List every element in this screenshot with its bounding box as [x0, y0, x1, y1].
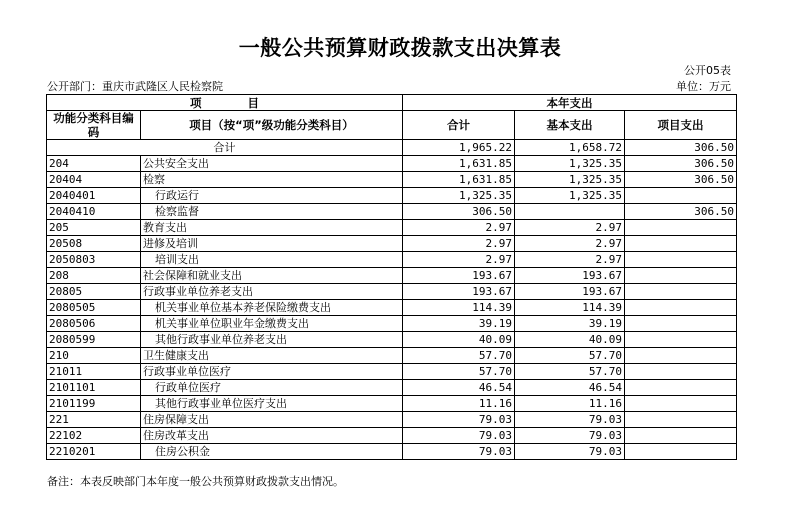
header-total: 合计	[403, 111, 515, 140]
row-code: 2101199	[47, 396, 141, 412]
row-code: 2101101	[47, 380, 141, 396]
table-number: 公开05表	[684, 64, 731, 77]
row-name: 机关事业单位基本养老保险缴费支出	[141, 300, 403, 316]
table-row	[47, 204, 737, 220]
row-name: 行政单位医疗	[141, 380, 403, 396]
row-name: 社会保障和就业支出	[141, 268, 403, 284]
row-code: 221	[47, 412, 141, 428]
row-basic: 2.97	[515, 236, 625, 252]
row-basic: 2.97	[515, 252, 625, 268]
row-total: 11.16	[403, 396, 515, 412]
row-name: 其他行政事业单位养老支出	[141, 332, 403, 348]
row-total: 1,631.85	[403, 172, 515, 188]
row-total: 46.54	[403, 380, 515, 396]
total-label: 合计	[47, 140, 403, 156]
row-total: 79.03	[403, 412, 515, 428]
total-project: 306.50	[625, 140, 737, 156]
header-name: 项目（按“项”级功能分类科目）	[141, 111, 403, 140]
row-name: 公共安全支出	[141, 156, 403, 172]
header-code: 功能分类科目编码	[47, 111, 141, 140]
header-current-year: 本年支出	[403, 95, 737, 111]
row-name: 行政事业单位养老支出	[141, 284, 403, 300]
row-basic: 193.67	[515, 268, 625, 284]
row-total: 2.97	[403, 236, 515, 252]
row-code: 2040410	[47, 204, 141, 220]
table-row	[47, 444, 737, 460]
total-basic: 1,658.72	[515, 140, 625, 156]
unit-label: 单位：万元	[676, 80, 731, 93]
row-code: 205	[47, 220, 141, 236]
row-code: 2050803	[47, 252, 141, 268]
row-total: 40.09	[403, 332, 515, 348]
row-basic: 57.70	[515, 364, 625, 380]
row-basic: 1,325.35	[515, 156, 625, 172]
row-total: 57.70	[403, 364, 515, 380]
row-name: 行政事业单位医疗	[141, 364, 403, 380]
table-row	[47, 380, 737, 396]
row-total: 39.19	[403, 316, 515, 332]
row-name: 行政运行	[141, 188, 403, 204]
table-row	[47, 348, 737, 364]
row-total: 114.39	[403, 300, 515, 316]
table-row	[47, 428, 737, 444]
department-label: 公开部门：重庆市武隆区人民检察院	[47, 80, 223, 93]
row-total: 193.67	[403, 284, 515, 300]
row-code: 208	[47, 268, 141, 284]
expenditure-table	[46, 94, 737, 460]
table-row	[47, 396, 737, 412]
footnote: 备注：本表反映部门本年度一般公共预算财政拨款支出情况。	[47, 475, 344, 488]
row-project	[625, 284, 737, 300]
row-project	[625, 364, 737, 380]
row-name: 卫生健康支出	[141, 348, 403, 364]
row-code: 20404	[47, 172, 141, 188]
row-name: 教育支出	[141, 220, 403, 236]
row-project	[625, 252, 737, 268]
row-basic: 114.39	[515, 300, 625, 316]
row-code: 21011	[47, 364, 141, 380]
row-project	[625, 396, 737, 412]
page-title: 一般公共预算财政拨款支出决算表	[238, 35, 562, 60]
row-basic: 11.16	[515, 396, 625, 412]
table-row	[47, 268, 737, 284]
row-name: 其他行政事业单位医疗支出	[141, 396, 403, 412]
total-row	[47, 140, 737, 156]
table-row	[47, 332, 737, 348]
row-basic: 2.97	[515, 220, 625, 236]
row-total: 79.03	[403, 444, 515, 460]
row-project	[625, 268, 737, 284]
header-basic: 基本支出	[515, 111, 625, 140]
row-project	[625, 332, 737, 348]
row-code: 2040401	[47, 188, 141, 204]
row-name: 检察	[141, 172, 403, 188]
header-item: 项 目	[47, 95, 403, 111]
total-amount: 1,965.22	[403, 140, 515, 156]
row-total: 79.03	[403, 428, 515, 444]
row-name: 住房公积金	[141, 444, 403, 460]
row-code: 22102	[47, 428, 141, 444]
table-row	[47, 172, 737, 188]
row-name: 机关事业单位职业年金缴费支出	[141, 316, 403, 332]
table-row	[47, 220, 737, 236]
row-total: 193.67	[403, 268, 515, 284]
table-row	[47, 252, 737, 268]
row-project	[625, 380, 737, 396]
row-project	[625, 348, 737, 364]
row-project: 306.50	[625, 156, 737, 172]
table-row	[47, 364, 737, 380]
row-total: 1,631.85	[403, 156, 515, 172]
row-project	[625, 220, 737, 236]
row-total: 2.97	[403, 220, 515, 236]
row-total: 306.50	[403, 204, 515, 220]
header-project: 项目支出	[625, 111, 737, 140]
row-basic: 1,325.35	[515, 188, 625, 204]
row-basic: 79.03	[515, 428, 625, 444]
row-basic: 40.09	[515, 332, 625, 348]
row-project: 306.50	[625, 204, 737, 220]
table-row	[47, 300, 737, 316]
row-total: 2.97	[403, 252, 515, 268]
row-basic: 193.67	[515, 284, 625, 300]
row-basic: 39.19	[515, 316, 625, 332]
row-basic: 79.03	[515, 412, 625, 428]
table-row	[47, 156, 737, 172]
row-project	[625, 300, 737, 316]
row-basic: 46.54	[515, 380, 625, 396]
row-total: 1,325.35	[403, 188, 515, 204]
row-project: 306.50	[625, 172, 737, 188]
row-code: 2080506	[47, 316, 141, 332]
row-code: 2080599	[47, 332, 141, 348]
row-name: 住房保障支出	[141, 412, 403, 428]
table-row	[47, 316, 737, 332]
row-code: 2210201	[47, 444, 141, 460]
table-row	[47, 236, 737, 252]
row-code: 20508	[47, 236, 141, 252]
row-name: 培训支出	[141, 252, 403, 268]
row-name: 进修及培训	[141, 236, 403, 252]
row-basic: 79.03	[515, 444, 625, 460]
table-row	[47, 284, 737, 300]
row-project	[625, 188, 737, 204]
row-code: 2080505	[47, 300, 141, 316]
row-project	[625, 316, 737, 332]
row-project	[625, 428, 737, 444]
row-project	[625, 236, 737, 252]
row-name: 住房改革支出	[141, 428, 403, 444]
table-row	[47, 412, 737, 428]
row-project	[625, 412, 737, 428]
row-basic: 57.70	[515, 348, 625, 364]
row-basic	[515, 204, 625, 220]
table-row	[47, 188, 737, 204]
row-basic: 1,325.35	[515, 172, 625, 188]
row-name: 检察监督	[141, 204, 403, 220]
row-code: 20805	[47, 284, 141, 300]
row-code: 204	[47, 156, 141, 172]
row-project	[625, 444, 737, 460]
row-code: 210	[47, 348, 141, 364]
row-total: 57.70	[403, 348, 515, 364]
